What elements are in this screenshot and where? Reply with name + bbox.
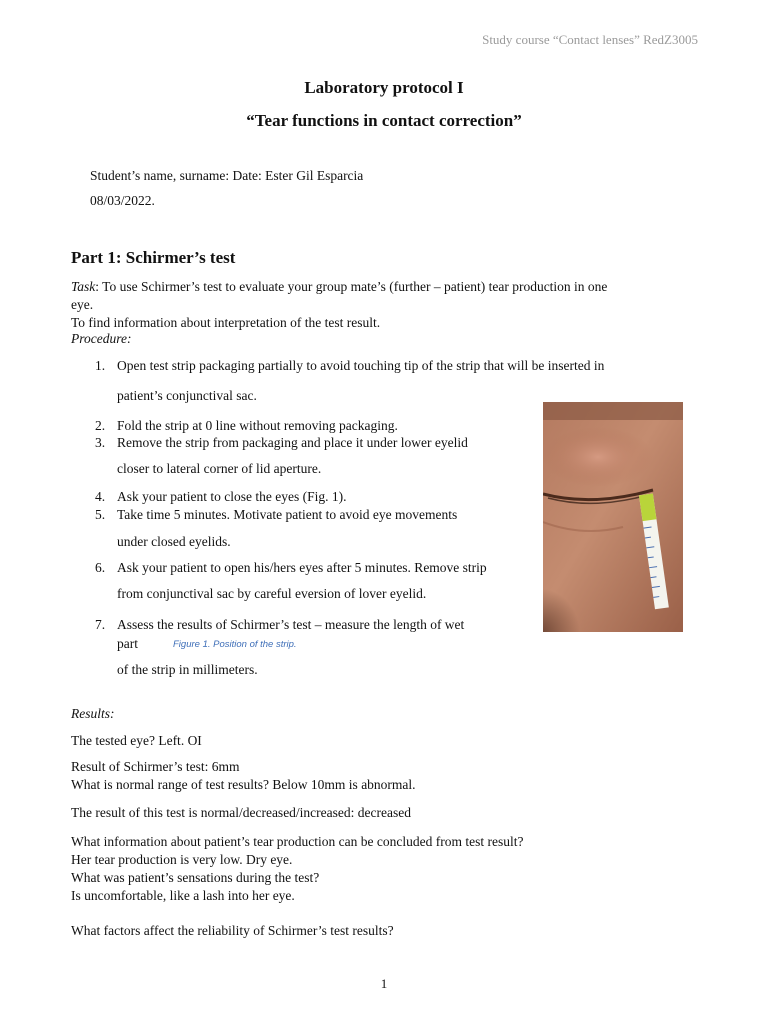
figure-photo xyxy=(543,402,683,632)
step-text-cont: part xyxy=(117,636,138,651)
result-classification: The result of this test is normal/decreased/increased: decreased xyxy=(71,805,411,820)
student-name-date: Student’s name, surname: Date: Ester Gil Esparcia xyxy=(90,168,364,183)
step-number: 5. xyxy=(95,507,106,522)
step-text-cont: from conjunctival sac by careful eversion of lover eyelid. xyxy=(117,586,427,601)
step-number: 3. xyxy=(95,435,106,450)
part1-heading: Part 1: Schirmer’s test xyxy=(71,248,236,267)
normal-range: What is normal range of test results? Below 10mm is abnormal. xyxy=(71,777,416,792)
step-text: Ask your patient to open his/hers eyes after 5 minutes. Remove strip xyxy=(117,560,487,575)
task-text: : To use Schirmer’s test to evaluate your group mate’s (further – patient) tear production in one xyxy=(95,279,608,294)
step-number: 2. xyxy=(95,418,106,433)
figure-caption: Figure 1. Position of the strip. xyxy=(173,639,297,650)
results-label: Results: xyxy=(71,706,115,721)
eye-strip-illustration xyxy=(543,402,683,632)
page-number: 1 xyxy=(380,976,388,991)
step-text: Take time 5 minutes. Motivate patient to avoid eye movements xyxy=(117,507,458,522)
task-continuation: eye. xyxy=(71,297,94,312)
course-header: Study course “Contact lenses” RedZ3005 xyxy=(482,32,698,47)
question-factors: What factors affect the reliability of Schirmer’s test results? xyxy=(71,923,394,938)
step-number: 7. xyxy=(95,617,106,632)
step-text: Fold the strip at 0 line without removing packaging. xyxy=(117,418,398,433)
protocol-subtitle: “Tear functions in contact correction” xyxy=(246,111,522,130)
step-text-cont: patient’s conjunctival sac. xyxy=(117,388,257,403)
step-text: Ask your patient to close the eyes (Fig. 1). xyxy=(117,489,347,504)
procedure-label: Procedure: xyxy=(71,331,132,346)
step-number: 1. xyxy=(95,358,106,373)
tested-eye: The tested eye? Left. OI xyxy=(71,733,202,748)
step-text: Open test strip packaging partially to avoid touching tip of the strip that will be inserted in xyxy=(117,358,605,373)
task-label: Task xyxy=(71,279,96,294)
step-text-cont: under closed eyelids. xyxy=(117,534,231,549)
step-number: 4. xyxy=(95,489,106,504)
find-info: To find information about interpretation of the test result. xyxy=(71,315,381,330)
student-date: 08/03/2022. xyxy=(90,193,155,208)
protocol-title: Laboratory protocol I xyxy=(304,78,464,97)
question-sensation: What was patient’s sensations during the test? xyxy=(71,870,320,885)
answer-info: Her tear production is very low. Dry eye. xyxy=(71,852,293,867)
answer-sensation: Is uncomfortable, like a lash into her eye. xyxy=(71,888,295,903)
step-text-cont: closer to lateral corner of lid aperture. xyxy=(117,461,322,476)
step-number: 6. xyxy=(95,560,106,575)
step-text-cont: of the strip in millimeters. xyxy=(117,662,258,677)
step-text: Assess the results of Schirmer’s test – measure the length of wet xyxy=(117,617,465,632)
task-line xyxy=(71,279,607,295)
result-value: Result of Schirmer’s test: 6mm xyxy=(71,759,240,774)
question-info: What information about patient’s tear production can be concluded from test result? xyxy=(71,834,524,849)
step-text: Remove the strip from packaging and place it under lower eyelid xyxy=(117,435,468,450)
